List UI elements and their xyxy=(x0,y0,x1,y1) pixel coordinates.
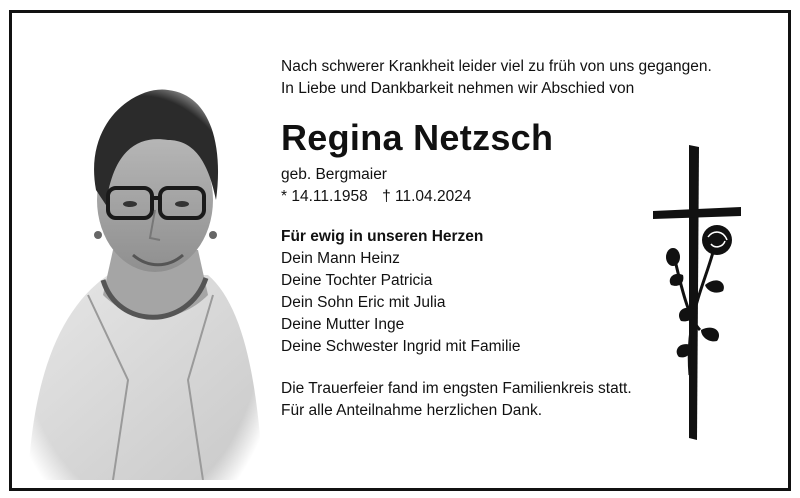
maiden-name: geb. Bergmaier xyxy=(281,166,387,183)
family-member: Deine Tochter Patricia xyxy=(281,272,433,289)
intro-line: Nach schwerer Krankheit leider viel zu früh von uns gegangen. xyxy=(281,58,712,75)
portrait-photo xyxy=(18,80,263,480)
family-member: Dein Mann Heinz xyxy=(281,250,400,267)
death-date: † 11.04.2024 xyxy=(382,188,472,205)
closing-line: Die Trauerfeier fand im engsten Familienkreis statt. xyxy=(281,380,632,397)
deceased-name: Regina Netzsch xyxy=(281,117,554,158)
family-member: Deine Mutter Inge xyxy=(281,316,405,333)
cross-with-rose-icon xyxy=(645,145,745,445)
intro-line: In Liebe und Dankbarkeit nehmen wir Abschied von xyxy=(281,80,635,97)
family-heading: Für ewig in unseren Herzen xyxy=(281,228,484,245)
birth-date: * 14.11.1958 xyxy=(281,188,368,205)
closing-line: Für alle Anteilnahme herzlichen Dank. xyxy=(281,402,543,419)
family-member: Dein Sohn Eric mit Julia xyxy=(281,294,446,311)
family-member: Deine Schwester Ingrid mit Familie xyxy=(281,338,521,355)
